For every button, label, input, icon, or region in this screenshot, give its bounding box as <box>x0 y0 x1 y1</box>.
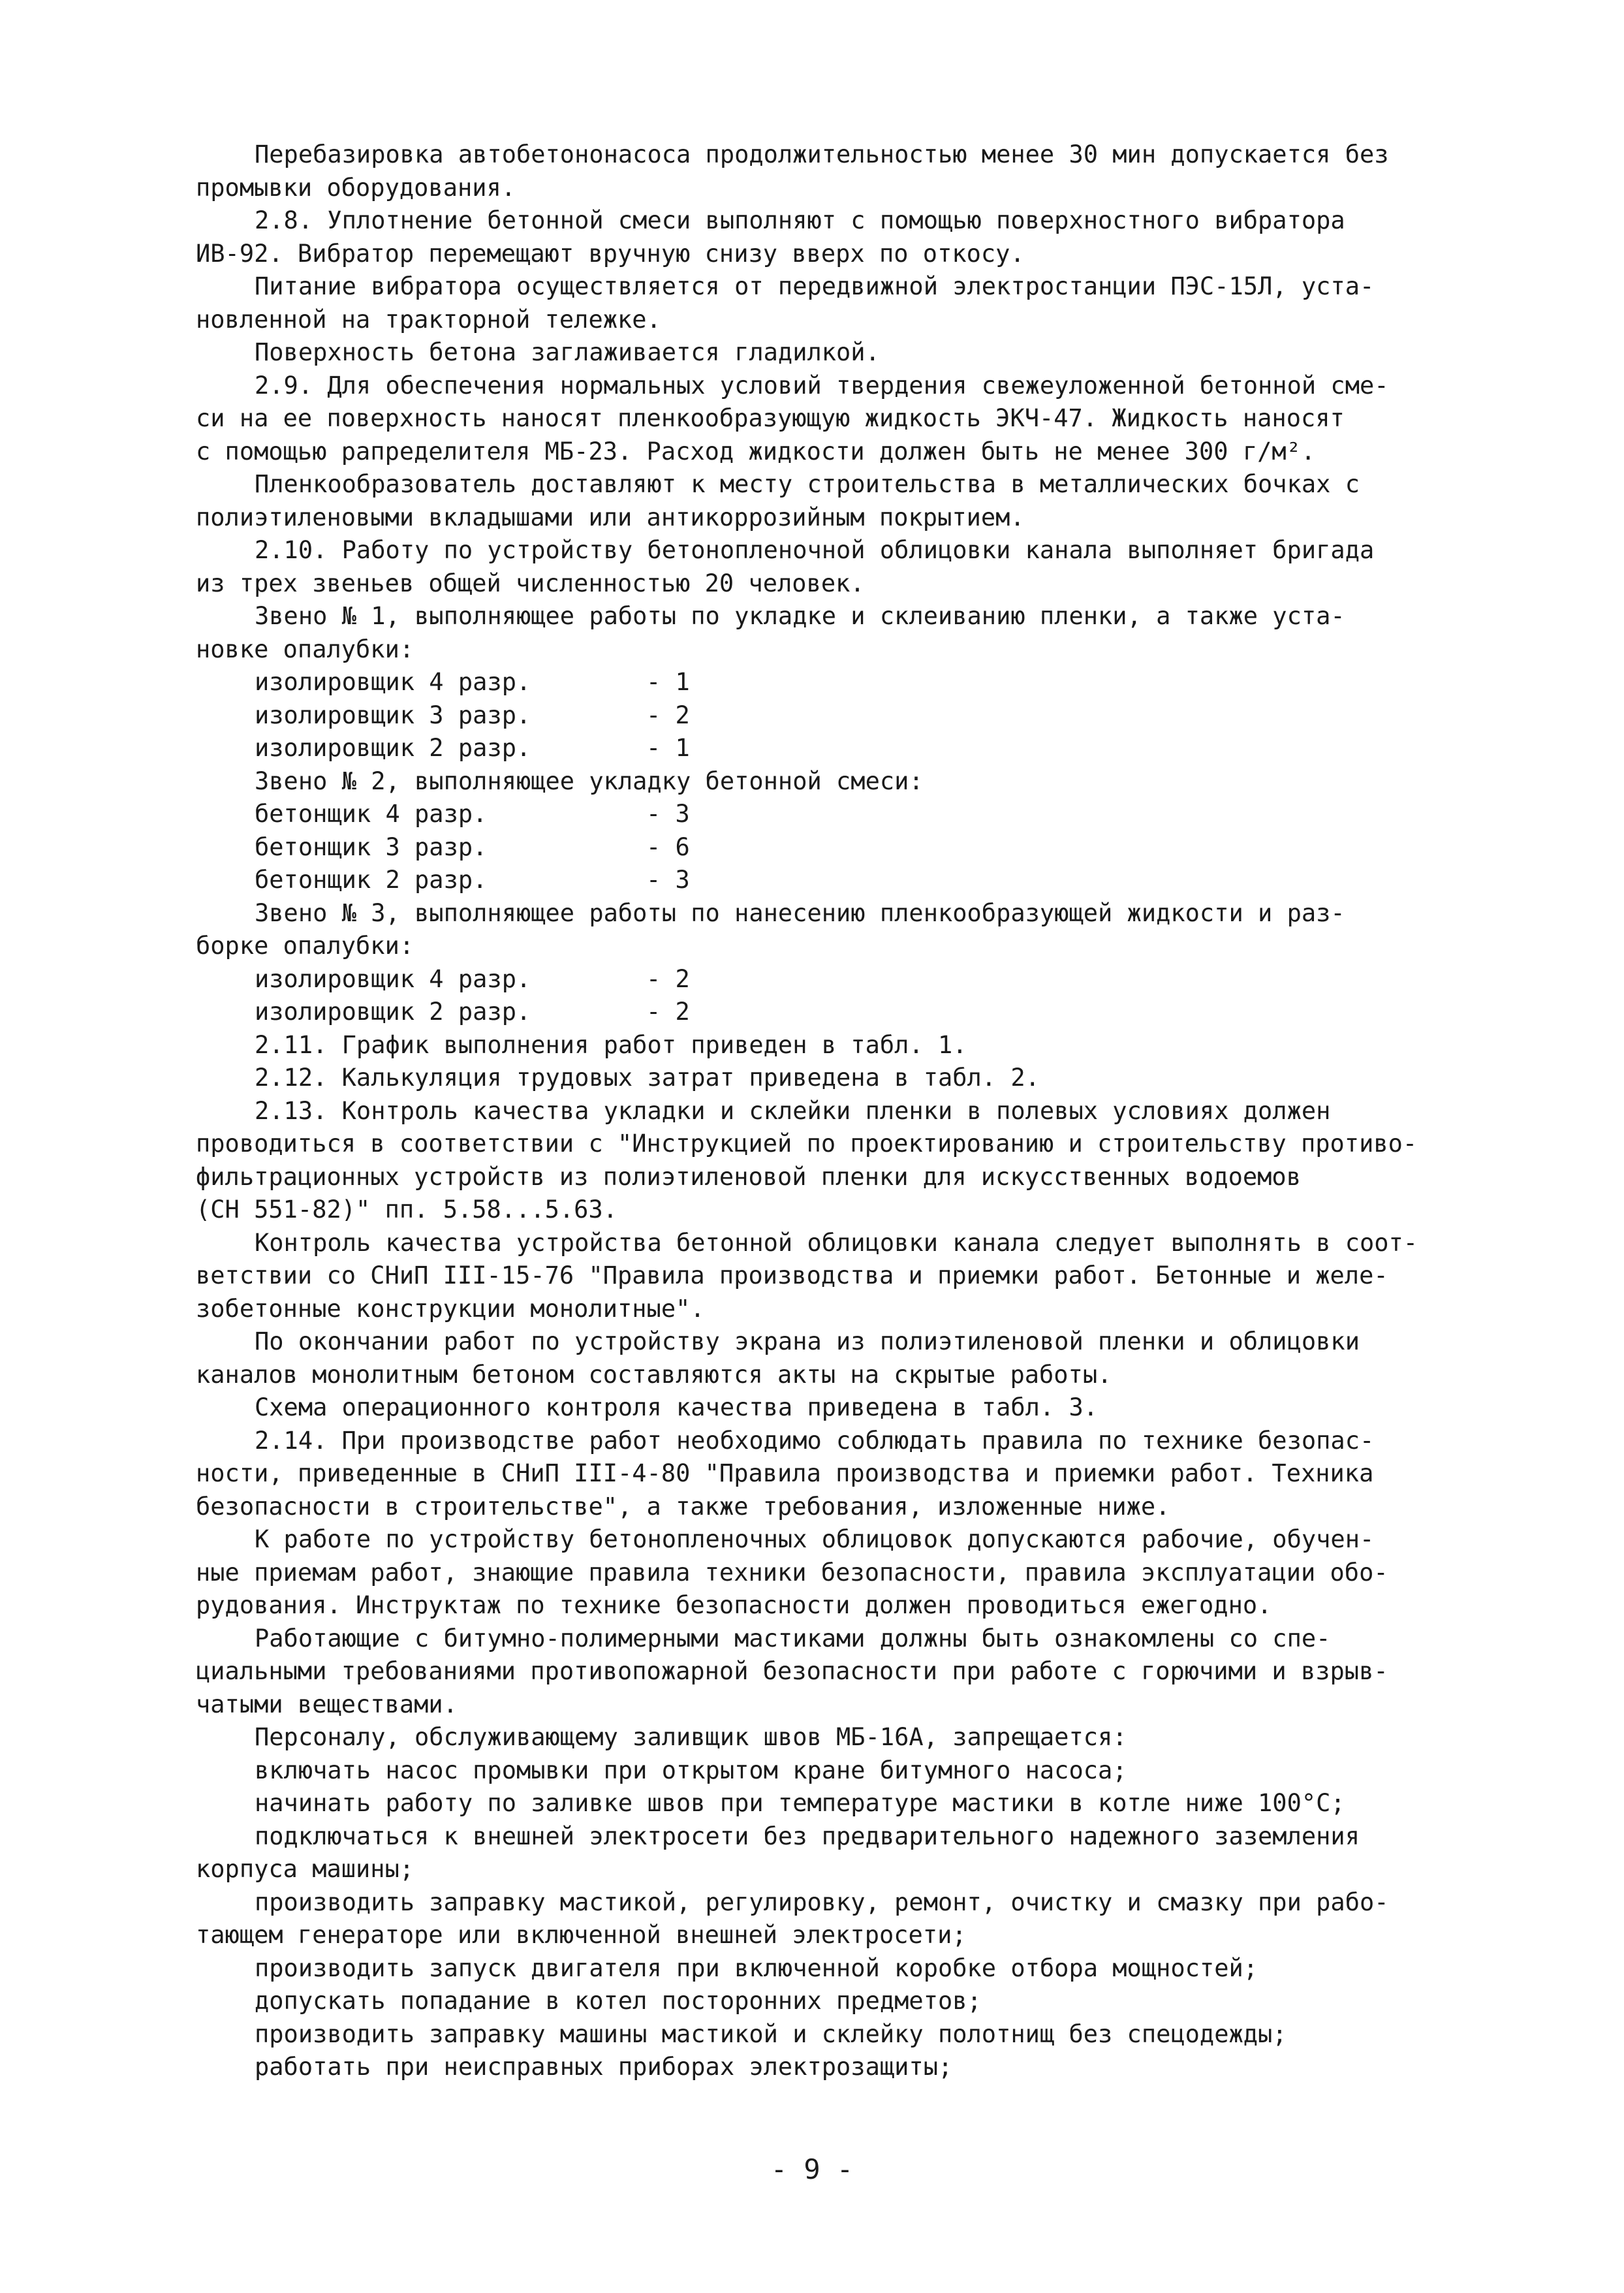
text-line: производить заправку мастикой, регулировку, ремонт, очистку и смазку при рабо- <box>255 1888 1389 1916</box>
text-line: 2.9. Для обеспечения нормальных условий твердения свежеуложенной бетонной сме- <box>255 371 1389 400</box>
text-line: подключаться к внешней электросети без предварительного надежного заземления <box>255 1822 1360 1850</box>
page-number: - 9 - <box>770 2153 854 2185</box>
text-line: К работе по устройству бетонопленочных облицовок допускаются рабочие, обучен- <box>255 1525 1375 1553</box>
text-line: включать насос промывки при открытом кране битумного насоса; <box>255 1756 1127 1784</box>
text-line: начинать работу по заливке швов при температуре мастики в котле ниже 100°С; <box>255 1789 1345 1817</box>
text-line: промывки оборудования. <box>196 173 516 202</box>
text-line: производить запуск двигателя при включенной коробке отбора мощностей; <box>255 1953 1258 1982</box>
text-line: проводиться в соответствии с "Инструкцией по проектированию и строительству противо- <box>196 1130 1418 1158</box>
paragraph-block-1 <box>196 138 1482 666</box>
crew-count: - 2 <box>646 964 690 993</box>
text-line: ИВ-92. Вибратор перемещают вручную снизу вверх по откосу. <box>196 239 1025 268</box>
text-line: Поверхность бетона заглаживается гладилкой. <box>255 338 880 366</box>
text-line: ности, приведенные в СНиП III-4-80 "Правила производства и приемки работ. Техника <box>196 1459 1374 1487</box>
text-line: рудования. Инструктаж по технике безопасности должен проводиться ежегодно. <box>196 1591 1272 1619</box>
text-line: тающем генераторе или включенной внешней электросети; <box>196 1921 967 1949</box>
crew-role: изолировщик 2 разр. <box>255 998 531 1026</box>
crew-2-title: Звено № 2, выполняющее укладку бетонной смеси: <box>255 767 924 795</box>
text-line: си на ее поверхность наносят пленкообразующую жидкость ЭКЧ-47. Жидкость наносят <box>196 404 1345 432</box>
text-line: 2.10. Работу по устройству бетонопленочной облицовки канала выполняет бригада <box>255 536 1375 564</box>
text-line: новленной на тракторной тележке. <box>196 305 661 334</box>
crew-role: бетонщик 3 разр. <box>255 832 488 861</box>
text-line: производить заправку машины мастикой и склейку полотнищ без спецодежды; <box>255 2019 1287 2048</box>
text-line: По окончании работ по устройству экрана из полиэтиленовой пленки и облицовки <box>255 1327 1360 1355</box>
crew-count: - 1 <box>646 668 690 696</box>
text-line: полиэтиленовыми вкладышами или антикоррозийным покрытием. <box>196 503 1025 531</box>
text-line: с помощью рапределителя МБ-23. Расход жидкости должен быть не менее 300 г/м². <box>196 437 1316 466</box>
crew-3-title-line-2: борке опалубки: <box>196 932 414 960</box>
crew-1-list <box>196 666 1482 765</box>
text-line: работать при неисправных приборах электрозащиты; <box>255 2053 953 2081</box>
crew-role: бетонщик 4 разр. <box>255 800 488 828</box>
text-line: ветствии со СНиП III-15-76 "Правила производства и приемки работ. Бетонные и желе- <box>196 1261 1388 1289</box>
crew-count: - 6 <box>646 832 690 861</box>
crew-count: - 2 <box>646 701 690 729</box>
text-line: ные приемам работ, знающие правила техники безопасности, правила эксплуатации обо- <box>196 1558 1388 1587</box>
crew-role: изолировщик 4 разр. <box>255 668 531 696</box>
text-line: 2.13. Контроль качества укладки и склейки пленки в полевых условиях должен <box>255 1096 1331 1125</box>
crew-count: - 1 <box>646 734 690 762</box>
text-line: корпуса машины; <box>196 1855 414 1883</box>
text-line: Персоналу, обслуживающему заливщик швов МБ-16А, запрещается: <box>255 1723 1127 1751</box>
text-line: чатыми веществами. <box>196 1690 458 1718</box>
text-line: новке опалубки: <box>196 635 414 663</box>
text-line: Схема операционного контроля качества приведена в табл. 3. <box>255 1393 1099 1421</box>
crew-role: изолировщик 3 разр. <box>255 701 531 729</box>
text-line: 2.8. Уплотнение бетонной смеси выполняют с помощью поверхностного вибратора <box>255 206 1345 234</box>
crew-count: - 3 <box>646 800 690 828</box>
text-line: безопасности в строительстве", а также требования, изложенные ниже. <box>196 1492 1170 1521</box>
document-body <box>196 138 1482 2084</box>
text-line: Питание вибратора осуществляется от передвижной электростанции ПЭС-15Л, уста- <box>255 272 1375 300</box>
text-line: Контроль качества устройства бетонной облицовки канала следует выполнять в соот- <box>255 1228 1418 1257</box>
text-line: из трех звеньев общей численностью 20 человек. <box>196 569 865 597</box>
text-line: каналов монолитным бетоном составляются акты на скрытые работы. <box>196 1360 1112 1389</box>
text-line: Звено № 1, выполняющее работы по укладке и склеиванию пленки, а также уста- <box>255 602 1345 630</box>
crew-3-title-line-1: Звено № 3, выполняющее работы по нанесению пленкообразующей жидкости и раз- <box>255 898 1345 927</box>
text-line: 2.12. Калькуляция трудовых затрат приведена в табл. 2. <box>255 1064 1040 1092</box>
text-line: 2.11. График выполнения работ приведен в табл. 1. <box>255 1030 967 1059</box>
text-line: циальными требованиями противопожарной безопасности при работе с горючими и взрыв- <box>196 1657 1388 1685</box>
text-line: 2.14. При производстве работ необходимо соблюдать правила по технике безопас- <box>255 1426 1375 1455</box>
crew-role: изолировщик 2 разр. <box>255 734 531 762</box>
text-line: зобетонные конструкции монолитные". <box>196 1294 705 1323</box>
crew-3-list <box>196 963 1482 1029</box>
text-line: фильтрационных устройств из полиэтиленовой пленки для искусственных водоемов <box>196 1162 1301 1191</box>
text-line: Перебазировка автобетононасоса продолжительностью менее 30 мин допускается без <box>255 140 1389 168</box>
text-line: Пленкообразователь доставляют к месту строительства в металлических бочках с <box>255 470 1360 498</box>
text-line: допускать попадание в котел посторонних предметов; <box>255 1987 982 2015</box>
paragraph-block-2 <box>196 1029 1482 2084</box>
crew-role: бетонщик 2 разр. <box>255 866 488 894</box>
crew-role: изолировщик 4 разр. <box>255 964 531 993</box>
crew-count: - 2 <box>646 998 690 1026</box>
crew-count: - 3 <box>646 866 690 894</box>
text-line: (СН 551-82)" пп. 5.58...5.63. <box>196 1195 618 1224</box>
crew-2-list <box>196 798 1482 897</box>
text-line: Работающие с битумно-полимерными мастиками должны быть ознакомлены со спе- <box>255 1624 1331 1653</box>
